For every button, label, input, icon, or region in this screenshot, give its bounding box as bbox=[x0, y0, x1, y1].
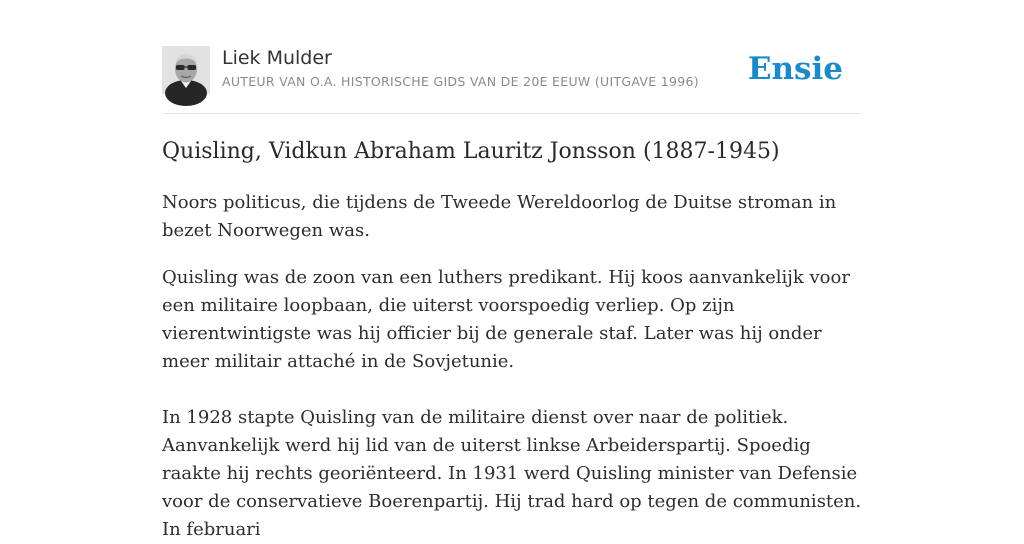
header-divider bbox=[162, 113, 862, 114]
ensie-logo[interactable]: Ensie bbox=[747, 51, 843, 87]
article-body: Quisling was de zoon van een luthers predikant. Hij koos aanvankelijk voor een militaire loopbaan, die uiterst voorspoedig verliep. Op zijn vierentwintigste was hij officier bij de generale staf. Later was hij onder meer militair attaché in de Sovjetunie. In 1928 stapte Quisling van de militaire dienst over naar de politiek. Aanvankelijk werd hij lid van de uiterst linkse Arbeiderspartij. Spoedig raakte hij rechts georiënteerd. In 1931 werd Quisling minister van Defensie voor de conservatieve Boerenpartij. Hij trad hard op tegen de communisten. In februari bbox=[162, 267, 862, 540]
article-title: Quisling, Vidkun Abraham Lauritz Jonsson (1887-1945) bbox=[162, 139, 780, 164]
author-bio: AUTEUR VAN O.A. HISTORISCHE GIDS VAN DE 20E EEUW (UITGAVE 1996) bbox=[222, 74, 699, 89]
author-name[interactable]: Liek Mulder bbox=[222, 47, 332, 69]
author-header bbox=[162, 46, 862, 96]
article-content bbox=[162, 136, 862, 544]
article-lead: Noors politicus, die tijdens de Tweede Wereldoorlog de Duitse stroman in bezet Noorwegen was. bbox=[162, 192, 837, 241]
author-avatar[interactable] bbox=[162, 46, 210, 94]
author-portrait-icon bbox=[162, 46, 210, 94]
